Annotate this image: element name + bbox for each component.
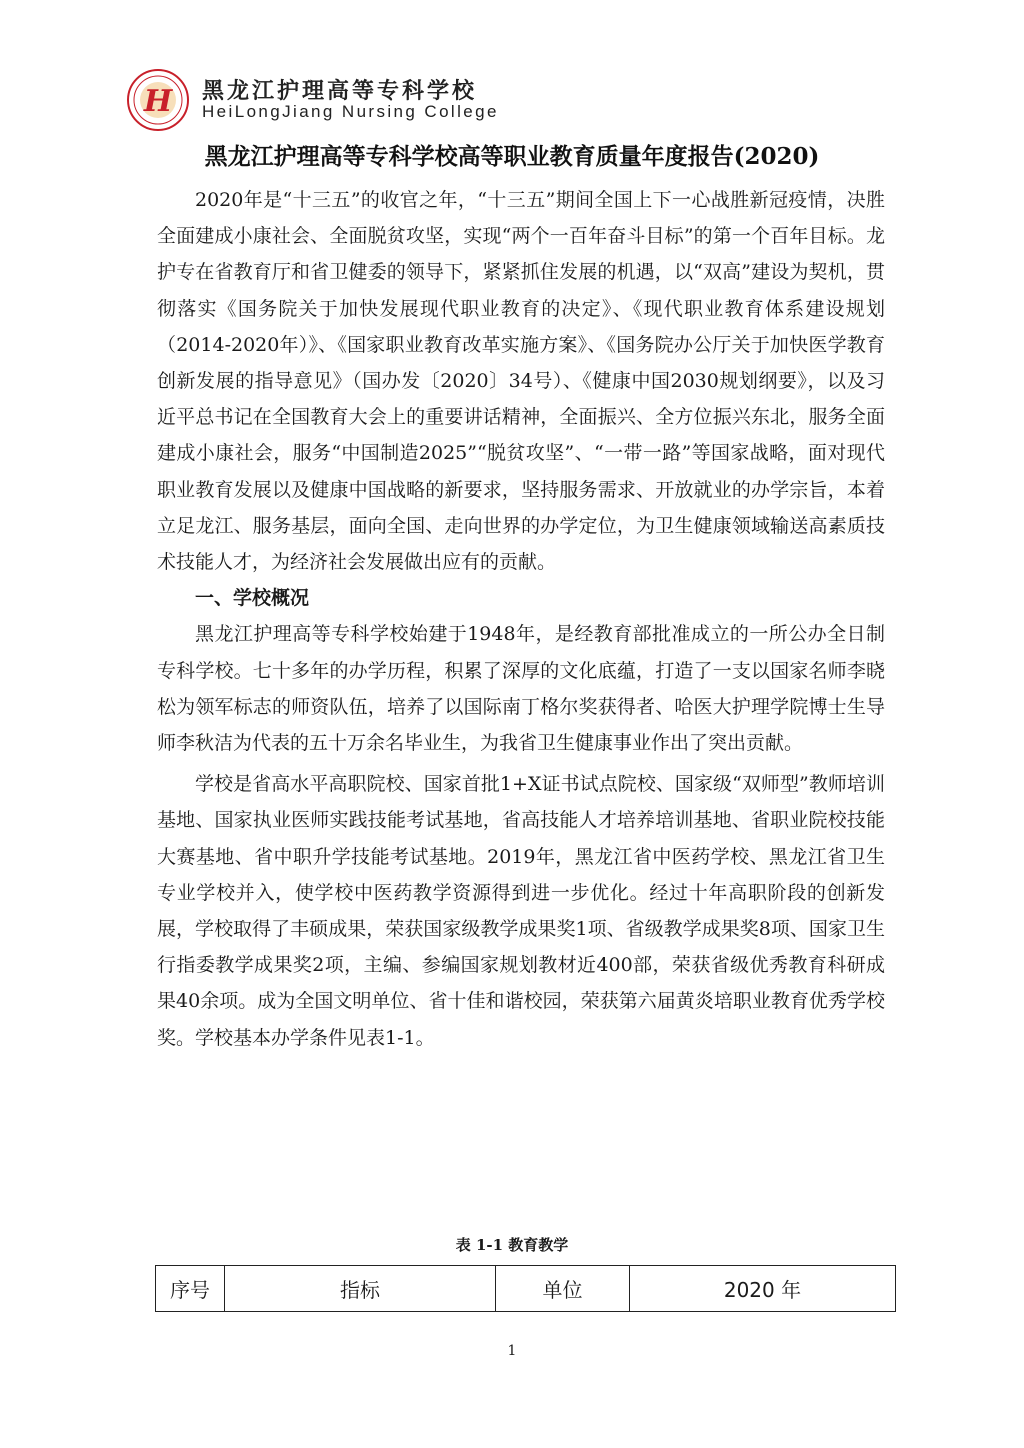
school-name-en: HeiLongJiang Nursing College — [202, 102, 499, 121]
svg-text:H: H — [143, 84, 173, 119]
letterhead — [126, 66, 726, 136]
report-title: 黑龙江护理高等专科学校高等职业教育质量年度报告(2020) — [204, 143, 820, 170]
section-heading: 一、学校概况 — [195, 587, 310, 610]
table-header-row — [156, 1266, 896, 1312]
header-cell-unit: 单位 — [496, 1266, 630, 1312]
school-name-cn: 黑龙江护理高等专科学校 — [202, 78, 478, 104]
report-body — [157, 182, 885, 1056]
header-cell-index: 序号 — [156, 1266, 225, 1312]
header-cell-indicator: 指标 — [225, 1266, 496, 1312]
intro-paragraph: 2020年是“十三五”的收官之年，“十三五”期间全国上下一心战胜新冠疫情，决胜全面建成小康社会、全面脱贫攻坚，实现“两个一百年奋斗目标”的第一个百年目标。龙护专在省教育厅和省卫健委的领导下，紧紧抓住发展的机遇，以“双高”建设为契机，贯彻落实《国务院关于加快发展现代职业教育的决定》、《现代职业教育体系建设规划（2014-2020年）》、《国家职业教育改革实施方案》、《国务院办公厅关于加快医学教育创新发展的指导意见》（国办发〔2020〕34号）、《健康中国2030规划纲要》，以及习近平总书记在全国教育大会上的重要讲话精神，全面振兴、全方位振兴东北，服务全面建成小康社会，服务“中国制造2025”“脱贫攻坚”、“一带一路”等国家战略，面对现代职业教育发展以及健康中国战略的新要求，坚持服务需求、开放就业的办学宗旨，本着立足龙江、服务基层，面向全国、走向世界的办学定位，为卫生健康领域输送高素质技术技能人才，为经济社会发展做出应有的贡献。 — [157, 189, 885, 574]
page-number: 1 — [507, 1343, 517, 1359]
header-cell-year: 2020 年 — [630, 1266, 896, 1312]
school-emblem-icon — [126, 68, 190, 132]
overview-paragraph-1: 黑龙江护理高等专科学校始建于1948年，是经教育部批准成立的一所公办全日制专科学校。七十多年的办学历程，积累了深厚的文化底蕴，打造了一支以国家名师李晓松为领军标志的师资队伍，培养了以国际南丁格尔奖获得者、哈医大护理学院博士生导师李秋洁为代表的五十万余名毕业生，为我省卫生健康事业作出了突出贡献。 — [157, 623, 885, 755]
table-caption: 表 1-1 教育教学 — [455, 1236, 569, 1254]
overview-paragraph-2: 学校是省高水平高职院校、国家首批1+X证书试点院校、国家级“双师型”教师培训基地、国家执业医师实践技能考试基地，省高技能人才培养培训基地、省职业院校技能大赛基地、省中职升学技能考试基地。2019年，黑龙江省中医药学校、黑龙江省卫生专业学校并入，使学校中医药教学资源得到进一步优化。经过十年高职阶段的创新发展，学校取得了丰硕成果，荣获国家级教学成果奖1项、省级教学成果奖8项、国家卫生行指委教学成果奖2项，主编、参编国家规划教材近400部，荣获省级优秀教育科研成果40余项。成为全国文明单位、省十佳和谐校园，荣获第六届黄炎培职业教育优秀学校奖。学校基本办学条件见表1-1。 — [157, 773, 885, 1049]
conditions-table — [155, 1265, 896, 1312]
